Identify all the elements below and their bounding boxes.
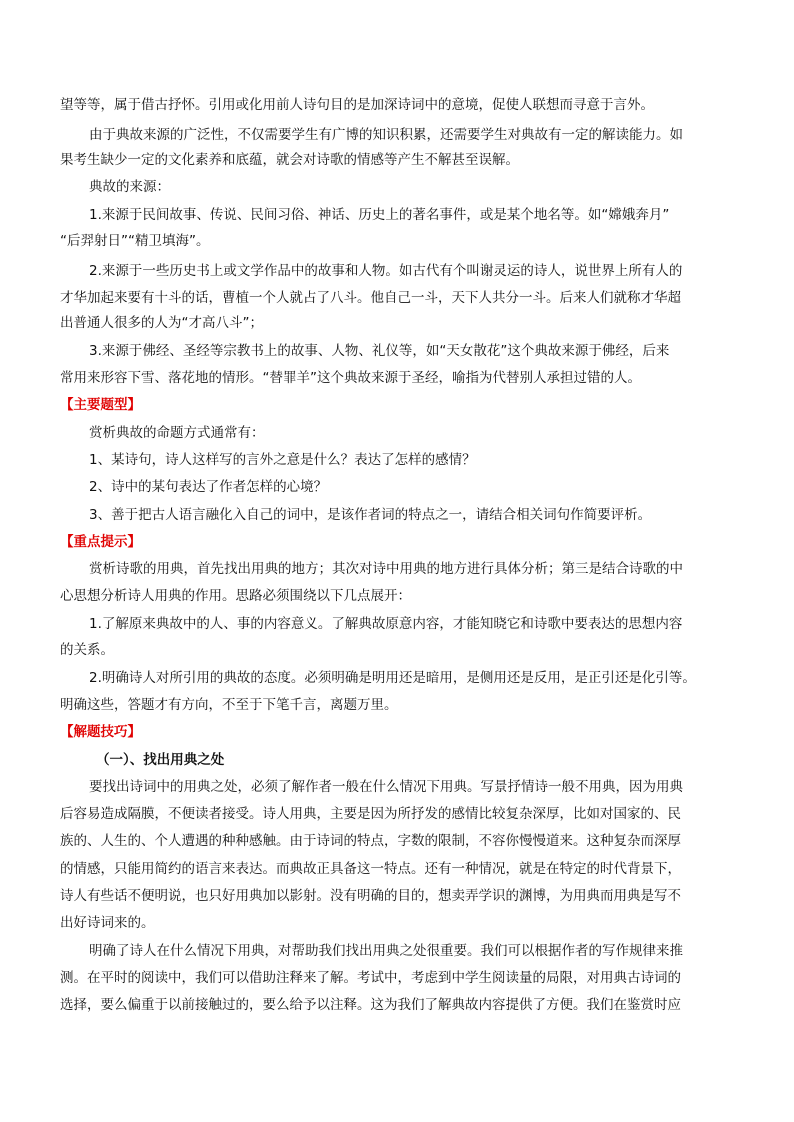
paragraph-line: 测。在平时的阅读中，我们可以借助注释来了解。考试中，考虑到中学生阅读量的局限，对用典古诗词的 [60,970,681,986]
paragraph-line: 心思想分析诗人用典的作用。思路必须围绕以下几点展开： [60,588,411,604]
paragraph-line: 选择，要么偏重于以前接触过的，要么给予以注释。这为我们了解典故内容提供了方便。我们在鉴赏时应 [60,997,681,1013]
paragraph-line: 的情感，只能用简约的语言来表达。而典故正具备这一特点。还有一种情况，就是在特定的时代背景下， [60,861,681,877]
paragraph-line: 由于典故来源的广泛性，不仅需要学生有广博的知识积累，还需要学生对典故有一定的解读能力。如 [89,127,683,143]
paragraph-line: “后羿射日”“精卫填海”。 [60,233,210,249]
paragraph-line: 诗人有些话不便明说，也只好用典加以影射。没有明确的目的，想卖弄学识的渊博，为用典而用典是写不 [60,888,681,904]
paragraph-line: 赏析诗歌的用典，首先找出用典的地方；其次对诗中用典的地方进行具体分析；第三是结合诗歌的中 [89,561,683,577]
paragraph-line: 1.了解原来典故中的人、事的内容意义。了解典故原意内容，才能知晓它和诗歌中要表达的思想内容 [89,616,683,632]
paragraph-line: 出普通人很多的人为“才高八斗”； [60,315,263,331]
paragraph-line: 1、某诗句，诗人这样写的言外之意是什么？表达了怎样的感情？ [89,452,476,468]
paragraph-line: 出好诗词来的。 [60,915,155,931]
section-heading: 【重点提示】 [60,534,141,550]
paragraph-line: 才华加起来要有十斗的话，曹植一个人就占了八斗。他自己一斗，天下人共分一斗。后来人们就称才华超 [60,290,681,306]
paragraph-line: 3.来源于佛经、圣经等宗教书上的故事、人物、礼仪等，如“天女散花”这个典故来源于佛经，后来 [89,343,670,359]
paragraph-line: 2、诗中的某句表达了作者怎样的心境？ [89,479,328,495]
paragraph-line: 2.明确诗人对所引用的典故的态度。必须明确是明用还是暗用，是侧用还是反用，是正引还是化引等。 [89,670,696,686]
paragraph-line: 赏析典故的命题方式通常有： [89,425,265,441]
paragraph-line: 的关系。 [60,642,114,658]
paragraph-line: 常用来形容下雪、落花地的情形。“替罪羊”这个典故来源于圣经，喻指为代替别人承担过错的人。 [60,370,641,386]
paragraph-line: 果考生缺少一定的文化素养和底蕴，就会对诗歌的情感等产生不解甚至误解。 [60,152,519,168]
paragraph-line: 2.来源于一些历史书上或文学作品中的故事和人物。如古代有个叫谢灵运的诗人，说世界上所有人的 [89,263,683,279]
paragraph-line: 3、善于把古人语言融化入自己的词中，是该作者词的特点之一，请结合相关词句作简要评析。 [89,507,652,523]
section-heading: 【解题技巧】 [60,724,141,740]
paragraph-line: 明确了诗人在什么情况下用典，对帮助我们找出用典之处很重要。我们可以根据作者的写作规律来推 [89,943,683,959]
paragraph-line: 典故的来源： [89,179,170,195]
paragraph-line: 望等等，属于借古抒怀。引用或化用前人诗句目的是加深诗词中的意境，促使人联想而寻意于言外。 [60,97,654,113]
section-heading: 【主要题型】 [60,397,141,413]
paragraph-line: 要找出诗词中的用典之处，必须了解作者一般在什么情况下用典。写景抒情诗一般不用典，因为用典 [89,779,683,795]
paragraph-line: 后容易造成隔膜，不便读者接受。诗人用典，主要是因为所抒发的感情比较复杂深厚，比如对国家的、民 [60,806,681,822]
subsection-heading: （一）、找出用典之处 [96,752,225,768]
paragraph-line: 1.来源于民间故事、传说、民间习俗、神话、历史上的著名事件，或是某个地名等。如“嫦娥奔月” [89,207,670,223]
paragraph-line: 明确这些，答题才有方向，不至于下笔千言，离题万里。 [60,697,398,713]
paragraph-line: 族的、人生的、个人遭遇的种种感触。由于诗词的特点，字数的限制，不容你慢慢道来。这种复杂而深厚 [60,833,681,849]
